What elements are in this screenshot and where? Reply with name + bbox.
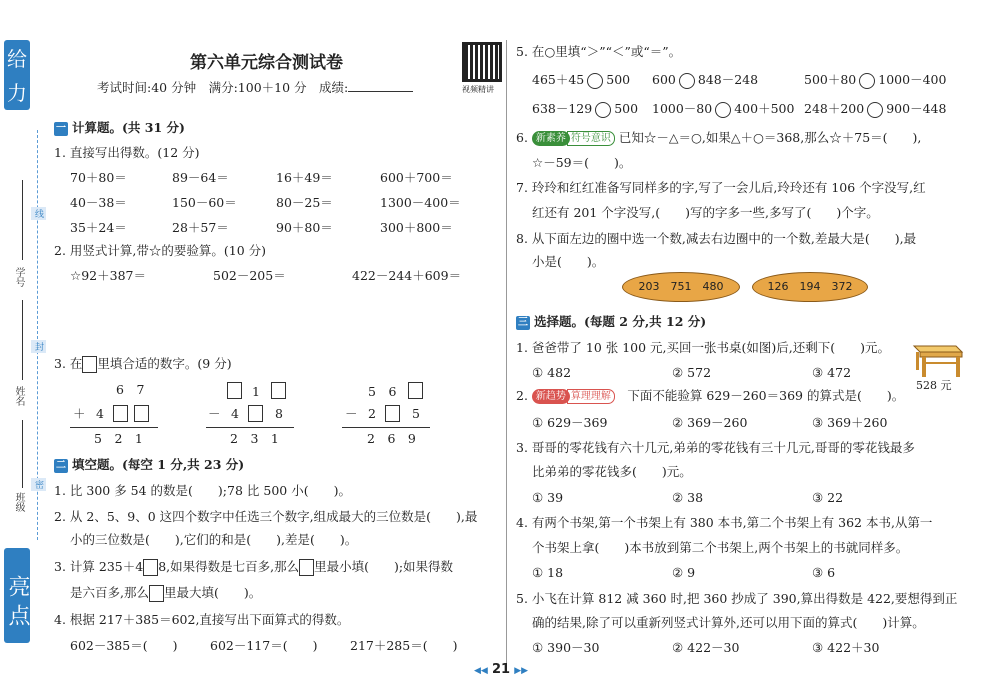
- option[interactable]: ① 482: [532, 365, 572, 380]
- question-text: 小是( )。: [532, 254, 605, 269]
- option[interactable]: ① 39: [532, 490, 564, 505]
- page-number: ◀◀ 21 ▶▶: [474, 662, 529, 677]
- oral-calc-item: 1300－400＝: [380, 195, 461, 210]
- question-text: 比弟弟的零花钱多( )元。: [532, 464, 692, 479]
- vertical-digit: 8: [275, 406, 283, 421]
- exam-meta: 考试时间:40 分钟 满分:100＋10 分 成绩:: [97, 80, 413, 96]
- written-calc: ☆92＋387＝: [70, 268, 146, 283]
- oral-calc-item: 35＋24＝: [70, 220, 127, 235]
- option[interactable]: ③ 422＋30: [812, 640, 880, 655]
- page-title: 第六单元综合测试卷: [190, 53, 343, 73]
- blank-box[interactable]: [134, 405, 149, 422]
- question-text: 4. 根据 217＋385＝602,直接写出下面算式的得数。: [54, 612, 350, 627]
- prev-page-icon: ◀◀: [474, 666, 488, 676]
- oral-calc-item: 28＋57＝: [172, 220, 229, 235]
- vertical-result: 5 2 1: [94, 431, 143, 446]
- seal-tag: 线: [31, 207, 46, 220]
- compare-circle[interactable]: [595, 102, 611, 118]
- vertical-result: 2 6 9: [367, 431, 416, 446]
- sidebar-top-block: 给 力: [4, 40, 30, 110]
- class-label: 班级: [13, 492, 24, 512]
- compare-circle[interactable]: [679, 73, 695, 89]
- blank-box[interactable]: [227, 382, 242, 399]
- reasoning-tag: 算理理解: [567, 389, 615, 404]
- desk-icon: [908, 338, 964, 378]
- option[interactable]: ② 572: [672, 365, 712, 380]
- blank-box[interactable]: [113, 405, 128, 422]
- question-text: 个书架上拿( )本书放到第二个书架上,两个书架上的书就同样多。: [532, 540, 909, 555]
- next-page-icon: ▶▶: [514, 666, 529, 676]
- sidebar-bottom-block: 亮 点: [4, 548, 30, 643]
- compare-item: 1000－80 400＋500: [652, 101, 795, 116]
- section-heading: 二 填空题。(每空 1 分,共 23 分): [56, 457, 245, 472]
- operator: －: [345, 406, 358, 421]
- calc-line: [342, 427, 430, 428]
- vertical-digit: 4: [96, 406, 104, 421]
- seal-tag: 密: [31, 478, 46, 491]
- oral-calc-item: 16＋49＝: [276, 170, 333, 185]
- question-text: 5. 在○里填“＞”“＜”或“＝”。: [516, 44, 682, 59]
- option[interactable]: ② 422－30: [672, 640, 740, 655]
- qr-code[interactable]: [462, 42, 502, 82]
- blank-box[interactable]: [385, 405, 400, 422]
- section-number-icon: 一: [56, 122, 66, 134]
- question-text: 3. 在 里填合适的数字。(9 分): [54, 356, 232, 371]
- question-text: 3. 计算 235＋4 8,如果得数是七百多,那么 里最小填( );如果得数: [54, 559, 454, 574]
- question-text: 是六百多,那么 里最大填( )。: [70, 585, 262, 600]
- vertical-row: 5 6: [368, 384, 397, 399]
- question-text: 3. 哥哥的零花钱有六十几元,弟弟的零花钱有三十几元,哥哥的零花钱最多: [516, 440, 915, 455]
- option[interactable]: ③ 6: [812, 565, 836, 580]
- oral-calc-item: 40－38＝: [70, 195, 127, 210]
- vertical-digit: 5: [412, 406, 420, 421]
- question-text: 2. 从 2、5、9、0 这四个数字中任选三个数字,组成最大的三位数是( ),最: [54, 509, 478, 524]
- sidebar: [0, 0, 48, 691]
- symbol-sense-tag: 符号意识: [567, 131, 615, 146]
- blank-box[interactable]: [299, 559, 314, 576]
- question-text: 4. 有两个书架,第一个书架上有 380 本书,第二个书架上有 362 本书,从第一: [516, 515, 933, 530]
- oral-calc-item: 80－25＝: [276, 195, 333, 210]
- oral-calc-item: 89－64＝: [172, 170, 229, 185]
- qr-caption: 视频精讲: [462, 85, 494, 94]
- derived-calc: 602－385＝( ): [70, 638, 178, 653]
- calc-line: [206, 427, 294, 428]
- question-text: ☆－59＝( )。: [532, 155, 632, 170]
- question-text: 6. 新素养 符号意识 已知☆－△＝○,如果△＋○＝368,那么☆＋75＝( ),: [516, 130, 922, 145]
- desk-price: 528 元: [916, 379, 952, 392]
- vertical-digit: 4: [231, 406, 239, 421]
- seal-tag: 封: [31, 340, 46, 353]
- option[interactable]: ② 9: [672, 565, 696, 580]
- question-text: 8. 从下面左边的圈中选一个数,减去右边圈中的一个数,差最大是( ),最: [516, 231, 917, 246]
- compare-item: 600 848－248: [652, 72, 759, 87]
- right-number-circle: 126 194 372: [752, 272, 868, 302]
- compare-item: 465＋45 500: [532, 72, 631, 87]
- written-calc: 422－244＋609＝: [352, 268, 462, 283]
- option[interactable]: ① 629－369: [532, 415, 608, 430]
- compare-circle[interactable]: [715, 102, 731, 118]
- question-text: 确的结果,除了可以重新列竖式计算外,还可以用下面的算式( )计算。: [532, 615, 925, 630]
- option[interactable]: ③ 472: [812, 365, 852, 380]
- section-number-icon: 二: [56, 459, 66, 471]
- section-number-icon: 三: [518, 316, 528, 328]
- derived-calc: 217＋285＝( ): [350, 638, 458, 653]
- operator: ＋: [73, 406, 86, 421]
- written-calc: 502－205＝: [213, 268, 286, 283]
- vertical-result: 2 3 1: [230, 431, 279, 446]
- vertical-digit: 2: [368, 406, 376, 421]
- question-text: 1. 比 300 多 54 的数是( );78 比 500 小( )。: [54, 483, 351, 498]
- question-text: 1. 直接写出得数。(12 分): [54, 145, 200, 160]
- left-number-circle: 203 751 480: [622, 272, 740, 302]
- operator: －: [208, 406, 221, 421]
- option[interactable]: ① 390－30: [532, 640, 600, 655]
- question-text: 红还有 201 个字没写,( )写的字多一些,多写了( )个字。: [532, 205, 879, 220]
- compare-circle[interactable]: [859, 73, 875, 89]
- blank-box[interactable]: [271, 382, 286, 399]
- calc-line: [70, 427, 158, 428]
- section-heading: 三 选择题。(每题 2 分,共 12 分): [518, 314, 707, 329]
- oral-calc-item: 300＋800＝: [380, 220, 453, 235]
- option[interactable]: ② 38: [672, 490, 704, 505]
- vertical-row: 6 7: [116, 382, 145, 397]
- question-text: 小的三位数是( ),它们的和是( ),差是( )。: [70, 532, 358, 547]
- student-number-label: 学号: [13, 267, 24, 287]
- oral-calc-item: 90＋80＝: [276, 220, 333, 235]
- question-text: 2. 新趋势 算理理解 下面不能验算 629－260＝369 的算式是( )。: [516, 388, 905, 403]
- question-text: 2. 用竖式计算,带☆的要验算。(10 分): [54, 243, 267, 258]
- name-label: 姓名: [13, 386, 24, 406]
- derived-calc: 602－117＝( ): [210, 638, 318, 653]
- blank-box[interactable]: [408, 382, 423, 399]
- compare-item: 500＋80 1000－400: [804, 72, 947, 87]
- oral-calc-item: 600＋700＝: [380, 170, 453, 185]
- option[interactable]: ② 369－260: [672, 415, 748, 430]
- oral-calc-item: 70＋80＝: [70, 170, 127, 185]
- vertical-digit: 1: [252, 384, 260, 399]
- option[interactable]: ① 18: [532, 565, 564, 580]
- new-literacy-badge: 新素养: [532, 131, 570, 146]
- option[interactable]: ③ 22: [812, 490, 844, 505]
- option[interactable]: ③ 369＋260: [812, 415, 888, 430]
- compare-item: 248＋200 900－448: [804, 101, 947, 116]
- column-divider: [506, 40, 507, 670]
- section-heading: 一 计算题。(共 31 分): [56, 120, 185, 135]
- blank-box[interactable]: [143, 559, 158, 576]
- blank-box[interactable]: [149, 585, 164, 602]
- compare-item: 638－129 500: [532, 101, 639, 116]
- blank-box[interactable]: [248, 405, 263, 422]
- oral-calc-item: 150－60＝: [172, 195, 237, 210]
- compare-circle[interactable]: [587, 73, 603, 89]
- compare-circle[interactable]: [867, 102, 883, 118]
- question-text: 5. 小飞在计算 812 减 360 时,把 360 抄成了 390,算出得数是 422,要想得到正: [516, 591, 958, 606]
- question-text: 7. 玲玲和红红准备写同样多的字,写了一会儿后,玲玲还有 106 个字没写,红: [516, 180, 926, 195]
- question-text: 1. 爸爸带了 10 张 100 元,买回一张书桌(如图)后,还剩下( )元。: [516, 340, 891, 355]
- blank-box[interactable]: [82, 356, 97, 373]
- new-trend-badge: 新趋势: [532, 389, 570, 404]
